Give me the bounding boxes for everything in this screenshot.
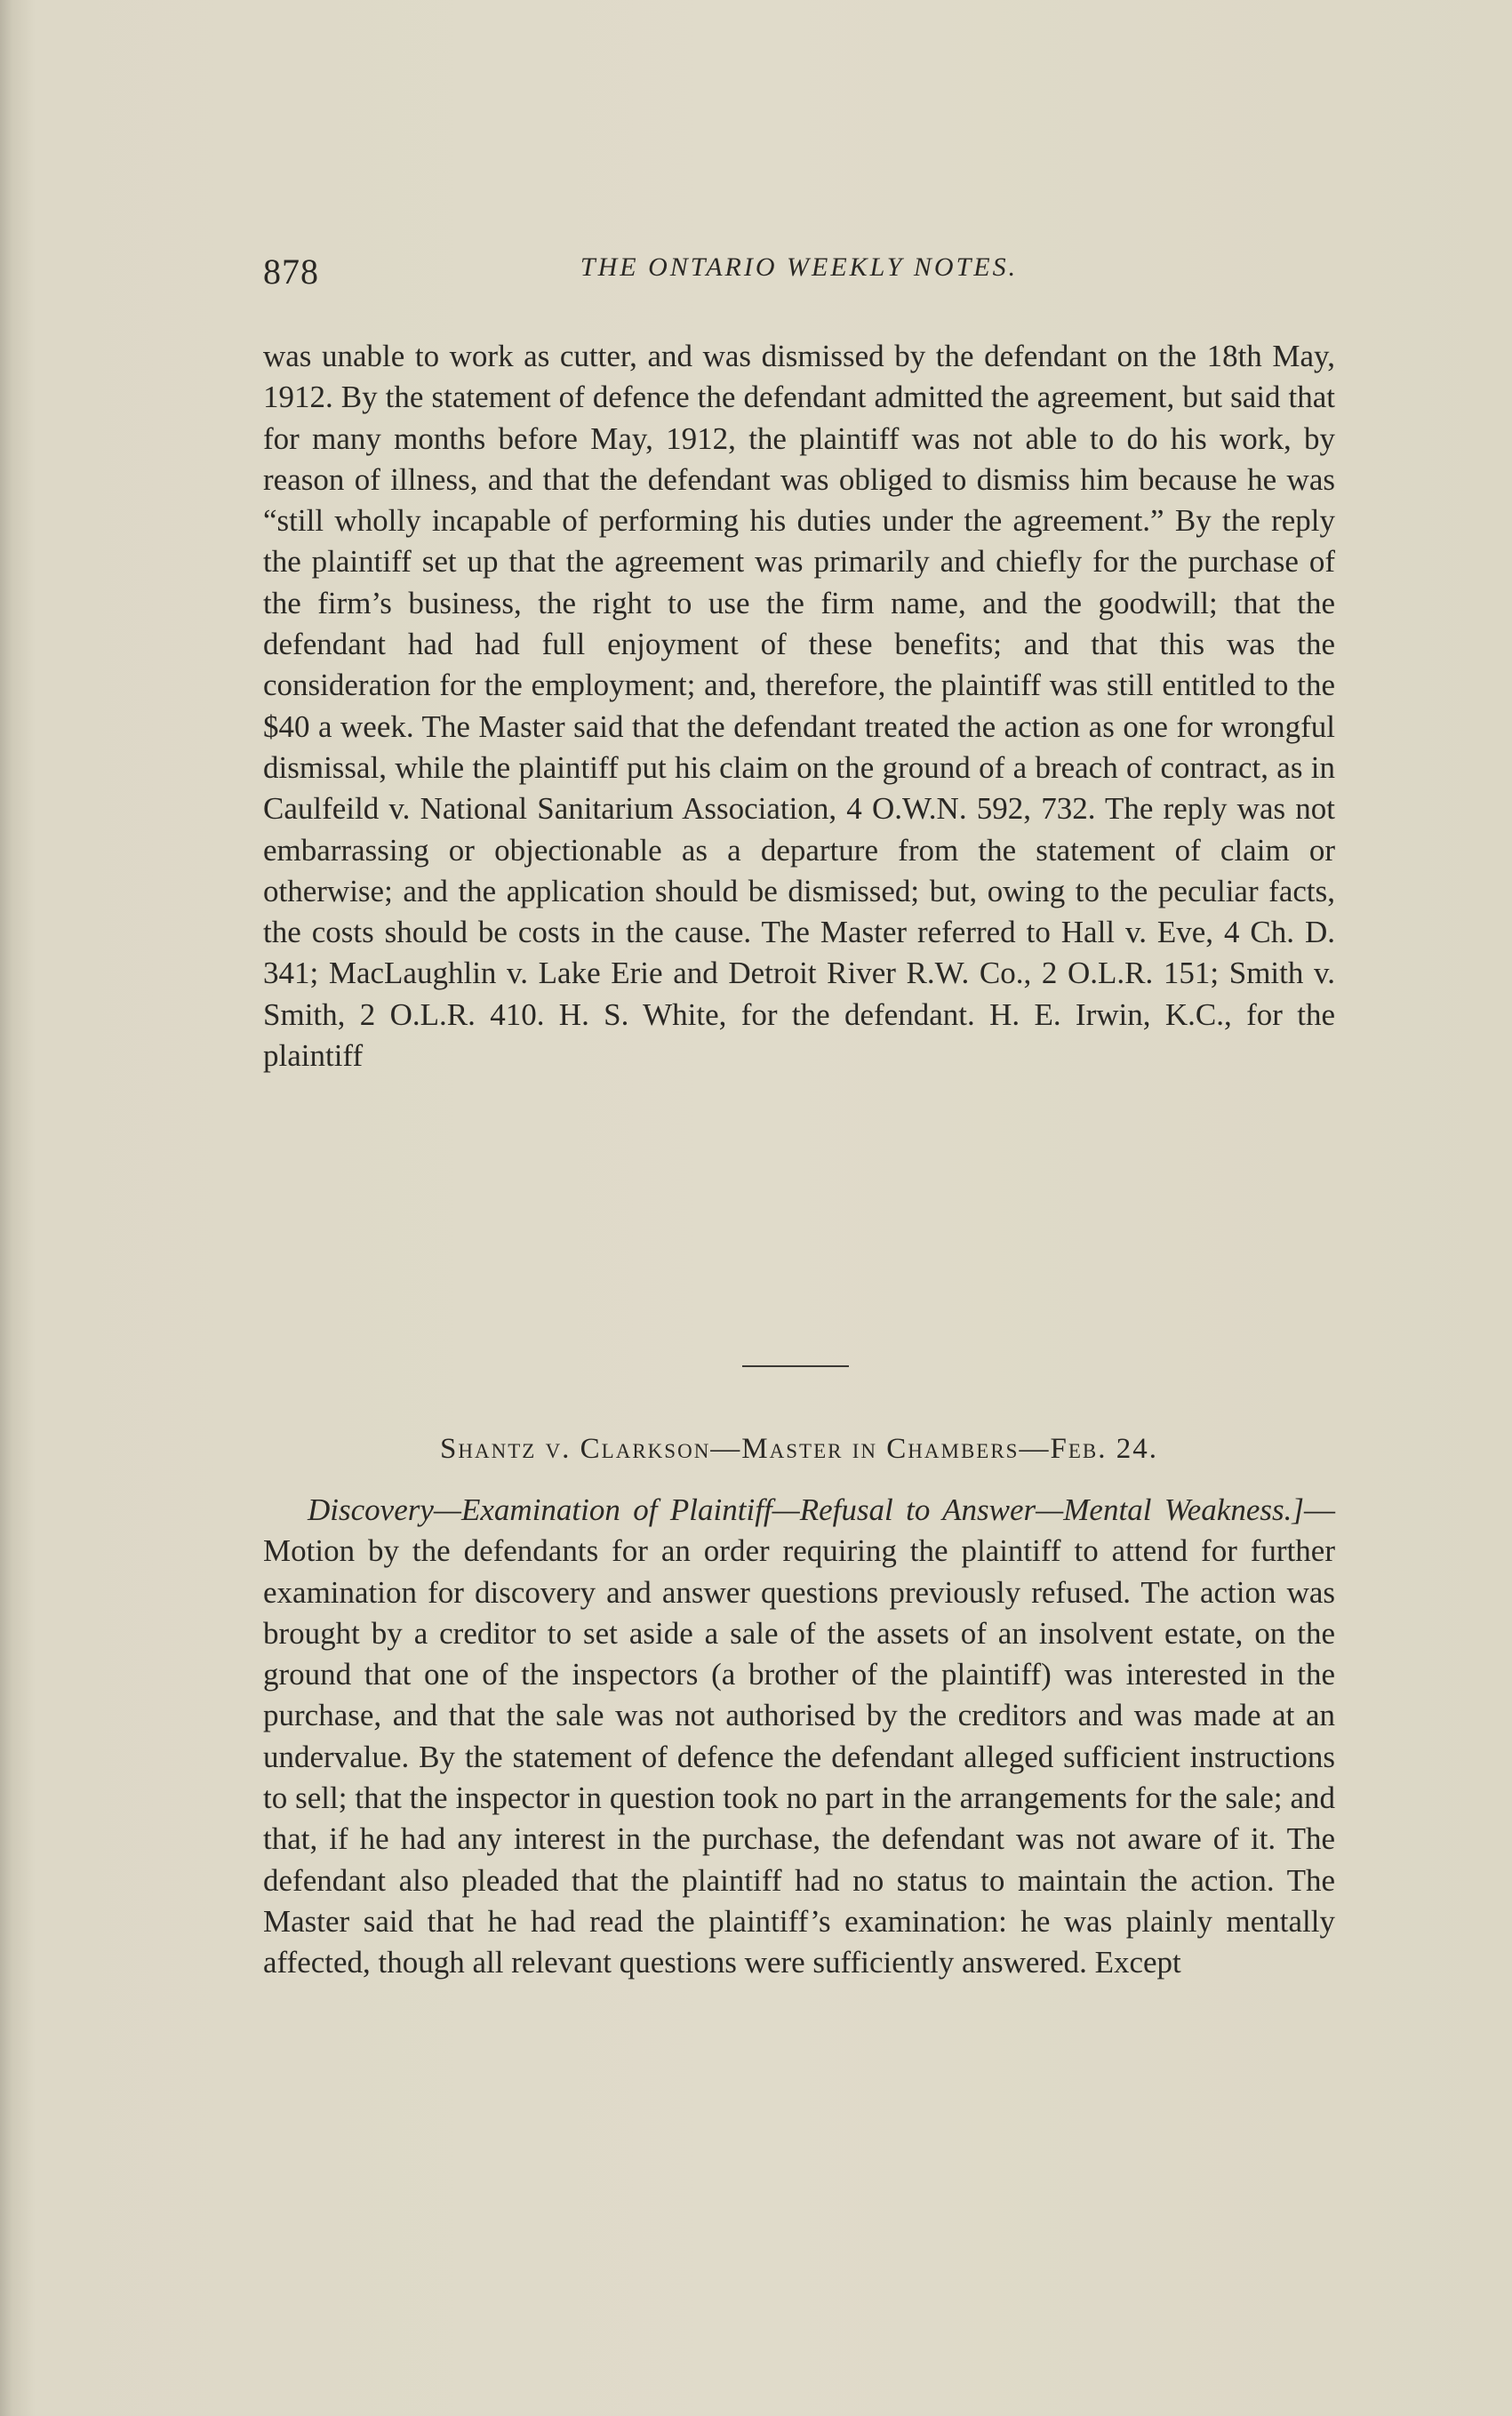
case-heading: Shantz v. Clarkson—Master in Chambers—Feb. 24.: [440, 1433, 1158, 1465]
page-header: [263, 251, 1335, 304]
section-divider: [742, 1365, 849, 1367]
body-paragraph-continued: was unable to work as cutter, and was dismissed by the defendant on the 18th May, 1912. By the statement of defence the defendant admitted the agreement, but said that for many months before May, 1912, the plaintiff was not able to do his work, by reason of illness, and that the defendant was obliged to dismiss him because he was “still wholly incapable of performing his duties under the agreement.” By the reply the plaintiff set up that the agreement was primarily and chiefly for the purchase of the firm’s business, the right to use the firm name, and the goodwill; that the defendant had had full enjoyment of these benefits; and that this was the consideration for the employment; and, therefore, the plaintiff was still entitled to the $40 a week. The Master said that the defendant treated the action as one for wrongful dismissal, while the plaintiff put his claim on the ground of a breach of contract, as in Caulfeild v. National Sanitarium Association, 4 O.W.N. 592, 732. The reply was not embarrassing or objectionable as a departure from the statement of claim or otherwise; and the application should be dismissed; but, owing to the peculiar facts, the costs should be costs in the cause. The Master referred to Hall v. Eve, 4 Ch. D. 341; MacLaughlin v. Lake Erie and Detroit River R.W. Co., 2 O.L.R. 151; Smith v. Smith, 2 O.L.R. 410. H. S. White, for the defendant. H. E. Irwin, K.C., for the plaintiff: [263, 339, 1335, 1074]
page-number: 878: [263, 252, 319, 292]
case-paragraph: [263, 1490, 1335, 1984]
case-headnote: Discovery—Examination of Plaintiff—Refusal to Answer—Mental Weakness.]: [308, 1492, 1304, 1527]
running-head: THE ONTARIO WEEKLY NOTES.: [580, 252, 1019, 282]
case-body: —Motion by the defendants for an order requiring the plaintiff to attend for further examination for discovery and answer questions previously refused. The action was brought by a creditor to set aside a sale of the assets of an insolvent estate, on the ground that one of the inspectors (a brother of the plaintiff) was interested in the purchase, and that the sale was not authorised by the creditors and was made at an undervalue. By the statement of defence the defendant alleged sufficient instructions to sell; that the inspector in question took no part in the arrangements for the sale; and that, if he had any interest in the purchase, the defendant was not aware of it. The defendant also pleaded that the plaintiff had no status to maintain the action. The Master said that he had read the plaintiff’s examination: he was plainly mentally affected, though all relevant questions were sufficiently answered. Except: [263, 1492, 1335, 1980]
